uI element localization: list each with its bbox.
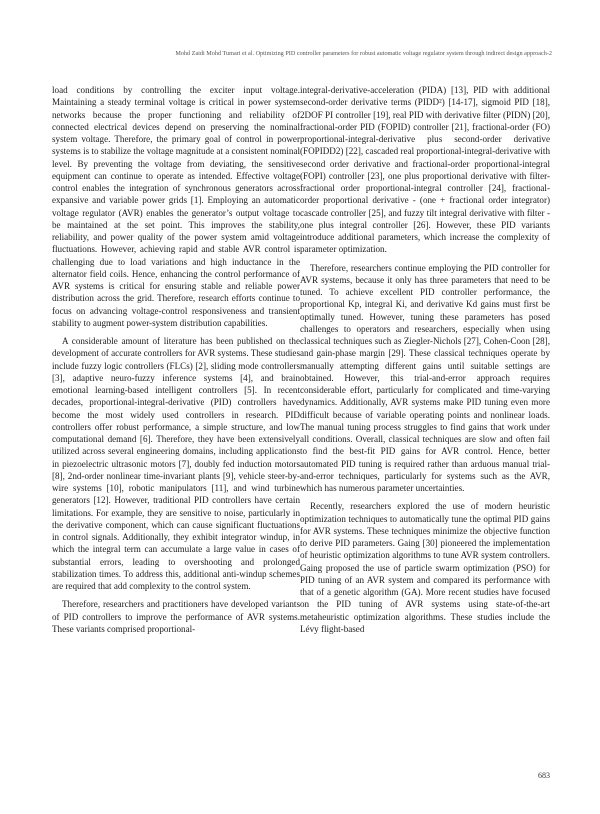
paragraph: Therefore, researchers and practitioners have developed variants of PID controllers to improve the performance of AVR systems. These variants comprised proportional-	[52, 599, 300, 634]
paragraph: Recently, researchers explored the use of modern heuristic optimization techniques to automatically tune the optimal PID gains for AVR systems. These techniques minimize the objective function to derive PID parameters. Gaing [30] pioneered the implementation of heuristic optimization algorithms to tune AVR system controllers. Gaing proposed the use of particle swarm optimization (PSO) for PID tuning of an AVR system and compared its performance with that of a genetic algorithm (GA). More recent studies have focused on the PID tuning of AVR systems using state-of-the-art metaheuristic optimization algorithms. These studies include the Lévy flight-based	[300, 501, 550, 634]
paragraph: A considerable amount of literature has been published on the development of accurate controllers for AVR systems. These studies include fuzzy logic controllers (FLCs) [2], sliding mode controllers [3], adaptive neuro-fuzzy inference systems [4], and brain emotional learning-based intelligent controllers [5]. In recent decades, proportional-integral-derivative (PID) controllers have become the most widely used controllers in research. PID controllers offer robust performance, a simple structure, and low computational demand [6]. Therefore, they have been extensively utilized across several engineering domains, including applications in piezoelectric ultrasonic motors [7], doubly fed induction motors [8], 2nd-order nonlinear time-invariant plants [9], vehicle steer-by-wire systems [10], robotic manipulators [11], and wind turbine generators [12]. However, traditional PID controllers have certain limitations. For example, they are sensitive to noise, particularly in the derivative component, which can cause significant fluctuations in control signals. Additionally, they exhibit integrator windup, in which the integral term can accumulate a large value in cases of substantial errors, leading to overshooting and prolonged stabilization times. To address this, additional anti-windup schemes are required that add complexity to the control system.	[52, 336, 300, 591]
paragraph: integral-derivative-acceleration (PIDA) [13], PID with additional second-order derivative terms (PIDD²) [14-17], sigmoid PID [18], 2DOF PI controller [19], real PID with derivative filter (PIDN) [20], fractional-order PID (FOPID) controller [21], fractional-order (FO) proportional-integral-derivative plus second-order derivative (FOPIDD2) [22], cascaded real proportional-integral-derivative with second order derivative and fractional-order proportional-integral (FOPI) controller [23], one plus proportional derivative with filter-fractional order proportional-integral controller [24], fractional-order proportional derivative - (one + fractional order integrator) cascade controller [25], and fuzzy tilt integral derivative with filter - one plus integral controller [26]. However, these PID variants introduce additional parameters, which increase the complexity of parameter optimization.	[300, 85, 550, 255]
right-column	[300, 84, 550, 641]
running-head: Mohd Zaidi Mohd Tumari et al. Optimizing PID controller parameters for robust automatic voltage regulator system through indirect design approach-2	[175, 50, 552, 57]
left-column	[52, 84, 300, 641]
paragraph: load conditions by controlling the exciter input voltage. Maintaining a steady terminal voltage is critical in power system networks because the proper functioning and reliability of connected electrical devices depend on preserving the nominal system voltage. Therefore, the primary goal of control in power systems is to stabilize the voltage magnitude at a consistent nominal level. By preventing the voltage from deviating, the sensitive equipment can continue to operate as intended. Effective voltage control enables the integration of synchronous generators across expansive and variable power grids [1]. Employing an automatic voltage regulator (AVR) enables the generator’s output voltage to be maintained at the set point. This improves the stability, reliability, and power quality of the power system amid voltage fluctuations. However, achieving rapid and stable AVR control is challenging due to load variations and high inductance in the alternator field coils. Hence, enhancing the control performance of AVR systems is critical for ensuring stable and reliable power distribution across the grid. Therefore, research efforts continue to focus on advancing voltage-control responsiveness and transient stability to augment power-system distribution capabilities.	[52, 85, 301, 328]
page-number: 683	[538, 771, 550, 780]
paragraph: Therefore, researchers continue employing the PID controller for AVR systems, because it only has three parameters that need to be tuned. To achieve excellent PID controller performance, the proportional Kp, integral Ki, and derivative Kd gains must first be optimally tuned. However, tuning these parameters has posed challenges to operators and researchers, especially when using classical techniques such as Ziegler-Nichols [27], Cohen-Coon [28], and gain-phase margin [29]. These classical techniques operate by manually attempting different gains until suitable settings are obtained. However, this trial-and-error approach requires considerable effort, particularly for complicated and time-varying dynamics. Additionally, AVR systems make PID tuning even more difficult because of variable operating points and nonlinear loads. The manual tuning process struggles to find gains that work under all conditions. Overall, classical techniques are slow and often fail to find the best-fit PID gains for AVR control. Hence, better automated PID tuning is required rather than arduous manual trial-and-error techniques, particularly for systems such as the AVR, which has numerous parameter uncertainties.	[300, 262, 550, 493]
